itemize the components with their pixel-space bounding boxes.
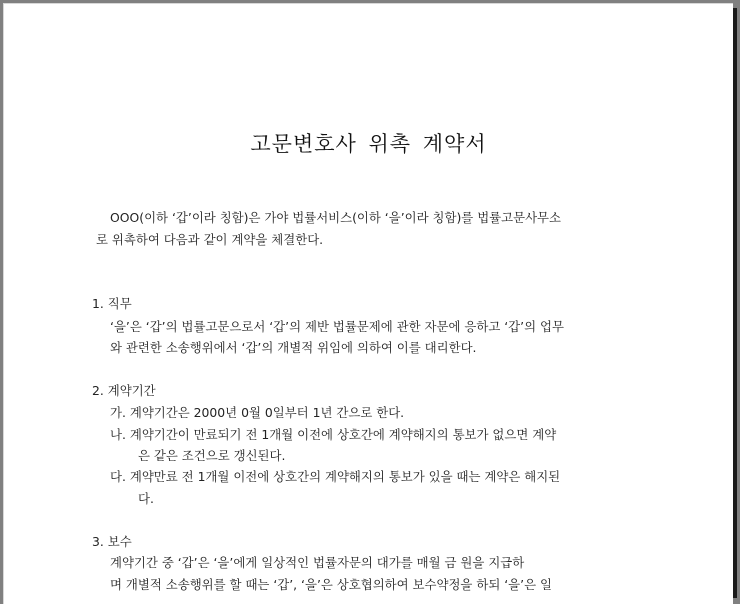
section-fee-line-1: 계약기간 중 ‘갑’은 ‘을’에게 일상적인 법률자문의 대가를 매월 금 원을 지급하 [110, 555, 525, 570]
section-heading-term: 2. 계약기간 [92, 383, 156, 398]
intro-line-2: 로 위촉하여 다음과 같이 계약을 체결한다. [96, 232, 324, 247]
section-duty-line-1: ‘을’은 ‘갑’의 법률고문으로서 ‘갑’의 제반 법률문제에 관한 자문에 응하고 ‘갑’의 업무 [110, 319, 564, 334]
section-duty-line-2: 와 관련한 소송행위에서 ‘갑’의 개별적 위임에 의하여 이를 대리한다. [110, 340, 477, 355]
section-fee-line-2: 며 개별적 소송행위를 할 때는 ‘갑’, ‘을’은 상호협의하여 보수약정을 하되 ‘을’은 일 [110, 577, 552, 592]
section-term-item-da-line-2: 다. [138, 491, 154, 506]
section-term-item-na-line-2: 은 같은 조건으로 갱신된다. [138, 448, 286, 463]
intro-line-1: OOO(이하 ‘갑’이라 칭함)은 가야 법률서비스(이하 ‘을’이라 칭함)를 법률고문사무소 [110, 210, 561, 225]
section-heading-fee: 3. 보수 [92, 534, 132, 549]
document-page [3, 3, 733, 604]
section-term-item-ga: 가. 계약기간은 2000년 0월 0일부터 1년 간으로 한다. [110, 405, 405, 420]
section-term-item-da-line-1: 다. 계약만료 전 1개월 이전에 상호간의 계약해지의 통보가 있을 때는 계약은 해지된 [110, 469, 561, 484]
document-title: 고문변호사 위촉 계약서 [250, 132, 487, 156]
section-heading-duty: 1. 직무 [92, 296, 132, 311]
section-term-item-na-line-1: 나. 계약기간이 만료되기 전 1개월 이전에 상호간에 계약해지의 통보가 없으면 계약 [110, 427, 557, 442]
